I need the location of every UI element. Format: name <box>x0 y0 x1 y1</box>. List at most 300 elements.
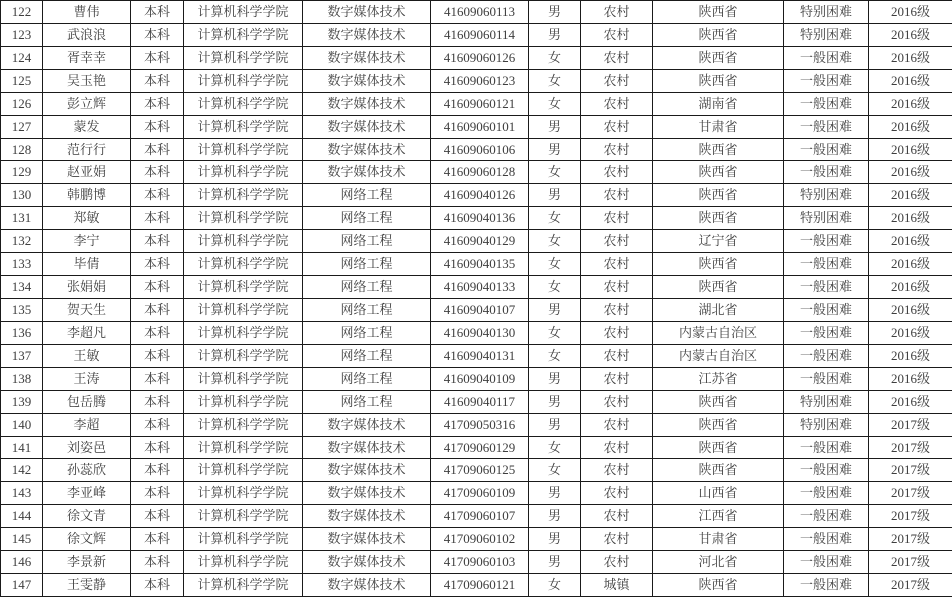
cell-college: 计算机科学学院 <box>184 505 303 528</box>
cell-difficulty-level: 一般困难 <box>784 321 869 344</box>
table-row <box>1 390 952 413</box>
cell-major: 网络工程 <box>303 230 431 253</box>
cell-education-level: 本科 <box>131 1 184 24</box>
cell-row-number: 144 <box>1 505 43 528</box>
cell-province: 陕西省 <box>653 459 784 482</box>
cell-difficulty-level: 特别困难 <box>784 207 869 230</box>
cell-major: 网络工程 <box>303 253 431 276</box>
cell-student-name: 贺天生 <box>43 298 131 321</box>
cell-college: 计算机科学学院 <box>184 1 303 24</box>
cell-grade: 2017级 <box>869 459 952 482</box>
cell-major: 数字媒体技术 <box>303 413 431 436</box>
cell-grade: 2017级 <box>869 505 952 528</box>
table-row <box>1 436 952 459</box>
cell-grade: 2016级 <box>869 92 952 115</box>
cell-row-number: 128 <box>1 138 43 161</box>
cell-student-name: 范行行 <box>43 138 131 161</box>
cell-college: 计算机科学学院 <box>184 23 303 46</box>
cell-grade: 2016级 <box>869 253 952 276</box>
cell-grade: 2016级 <box>869 207 952 230</box>
cell-province: 陕西省 <box>653 207 784 230</box>
cell-college: 计算机科学学院 <box>184 230 303 253</box>
cell-student-name: 胥幸幸 <box>43 46 131 69</box>
cell-difficulty-level: 一般困难 <box>784 528 869 551</box>
cell-student-id: 41609040136 <box>431 207 529 230</box>
cell-gender: 男 <box>529 390 581 413</box>
cell-college: 计算机科学学院 <box>184 161 303 184</box>
cell-province: 陕西省 <box>653 161 784 184</box>
cell-grade: 2016级 <box>869 390 952 413</box>
table-row <box>1 207 952 230</box>
cell-college: 计算机科学学院 <box>184 298 303 321</box>
cell-row-number: 132 <box>1 230 43 253</box>
cell-education-level: 本科 <box>131 413 184 436</box>
cell-college: 计算机科学学院 <box>184 459 303 482</box>
cell-residence-type: 农村 <box>581 298 653 321</box>
cell-student-id: 41609040117 <box>431 390 529 413</box>
cell-education-level: 本科 <box>131 92 184 115</box>
cell-grade: 2016级 <box>869 69 952 92</box>
cell-college: 计算机科学学院 <box>184 344 303 367</box>
cell-gender: 女 <box>529 321 581 344</box>
cell-education-level: 本科 <box>131 115 184 138</box>
cell-difficulty-level: 一般困难 <box>784 276 869 299</box>
cell-province: 内蒙古自治区 <box>653 344 784 367</box>
cell-province: 江苏省 <box>653 367 784 390</box>
cell-residence-type: 农村 <box>581 92 653 115</box>
cell-major: 数字媒体技术 <box>303 161 431 184</box>
cell-residence-type: 农村 <box>581 207 653 230</box>
cell-residence-type: 农村 <box>581 46 653 69</box>
cell-student-name: 张娟娟 <box>43 276 131 299</box>
cell-row-number: 143 <box>1 482 43 505</box>
cell-difficulty-level: 一般困难 <box>784 69 869 92</box>
cell-student-name: 毕倩 <box>43 253 131 276</box>
cell-grade: 2016级 <box>869 298 952 321</box>
cell-student-name: 李亚峰 <box>43 482 131 505</box>
cell-province: 陕西省 <box>653 1 784 24</box>
cell-residence-type: 农村 <box>581 184 653 207</box>
cell-row-number: 146 <box>1 551 43 574</box>
cell-grade: 2016级 <box>869 344 952 367</box>
cell-grade: 2016级 <box>869 321 952 344</box>
cell-province: 陕西省 <box>653 46 784 69</box>
cell-difficulty-level: 一般困难 <box>784 574 869 597</box>
cell-education-level: 本科 <box>131 184 184 207</box>
cell-residence-type: 农村 <box>581 1 653 24</box>
cell-education-level: 本科 <box>131 230 184 253</box>
cell-row-number: 127 <box>1 115 43 138</box>
cell-difficulty-level: 一般困难 <box>784 298 869 321</box>
cell-grade: 2016级 <box>869 367 952 390</box>
cell-province: 陕西省 <box>653 23 784 46</box>
cell-student-id: 41709060103 <box>431 551 529 574</box>
cell-student-id: 41609040133 <box>431 276 529 299</box>
cell-province: 陕西省 <box>653 413 784 436</box>
cell-residence-type: 农村 <box>581 138 653 161</box>
cell-gender: 女 <box>529 92 581 115</box>
cell-major: 网络工程 <box>303 367 431 390</box>
table-row <box>1 482 952 505</box>
cell-student-name: 韩鹏博 <box>43 184 131 207</box>
cell-gender: 女 <box>529 436 581 459</box>
cell-student-id: 41609060123 <box>431 69 529 92</box>
cell-difficulty-level: 特别困难 <box>784 390 869 413</box>
cell-residence-type: 农村 <box>581 115 653 138</box>
cell-student-name: 孙蕊欣 <box>43 459 131 482</box>
cell-grade: 2016级 <box>869 276 952 299</box>
table-row <box>1 230 952 253</box>
cell-province: 陕西省 <box>653 276 784 299</box>
table-row <box>1 184 952 207</box>
cell-grade: 2016级 <box>869 46 952 69</box>
cell-difficulty-level: 一般困难 <box>784 551 869 574</box>
cell-residence-type: 农村 <box>581 505 653 528</box>
cell-gender: 女 <box>529 276 581 299</box>
table-row <box>1 298 952 321</box>
cell-grade: 2016级 <box>869 1 952 24</box>
cell-major: 数字媒体技术 <box>303 69 431 92</box>
cell-row-number: 137 <box>1 344 43 367</box>
cell-province: 河北省 <box>653 551 784 574</box>
cell-education-level: 本科 <box>131 528 184 551</box>
cell-province: 江西省 <box>653 505 784 528</box>
cell-college: 计算机科学学院 <box>184 574 303 597</box>
cell-student-id: 41709060121 <box>431 574 529 597</box>
cell-difficulty-level: 一般困难 <box>784 92 869 115</box>
table-row <box>1 344 952 367</box>
cell-gender: 男 <box>529 551 581 574</box>
cell-student-id: 41609040130 <box>431 321 529 344</box>
cell-difficulty-level: 一般困难 <box>784 344 869 367</box>
cell-difficulty-level: 特别困难 <box>784 413 869 436</box>
cell-residence-type: 农村 <box>581 413 653 436</box>
table-row <box>1 1 952 24</box>
cell-education-level: 本科 <box>131 298 184 321</box>
table-row <box>1 276 952 299</box>
cell-gender: 男 <box>529 413 581 436</box>
cell-difficulty-level: 一般困难 <box>784 138 869 161</box>
table-row <box>1 321 952 344</box>
table-row <box>1 574 952 597</box>
table-row <box>1 69 952 92</box>
cell-student-id: 41609060106 <box>431 138 529 161</box>
cell-student-id: 41609060113 <box>431 1 529 24</box>
cell-college: 计算机科学学院 <box>184 92 303 115</box>
cell-province: 甘肃省 <box>653 528 784 551</box>
cell-residence-type: 农村 <box>581 321 653 344</box>
cell-row-number: 136 <box>1 321 43 344</box>
cell-college: 计算机科学学院 <box>184 184 303 207</box>
cell-province: 陕西省 <box>653 184 784 207</box>
cell-student-id: 41709060109 <box>431 482 529 505</box>
cell-row-number: 140 <box>1 413 43 436</box>
cell-major: 网络工程 <box>303 344 431 367</box>
cell-major: 数字媒体技术 <box>303 1 431 24</box>
cell-residence-type: 农村 <box>581 276 653 299</box>
cell-province: 内蒙古自治区 <box>653 321 784 344</box>
cell-college: 计算机科学学院 <box>184 390 303 413</box>
cell-major: 数字媒体技术 <box>303 115 431 138</box>
table-row <box>1 138 952 161</box>
cell-major: 网络工程 <box>303 184 431 207</box>
cell-student-id: 41709060107 <box>431 505 529 528</box>
cell-row-number: 135 <box>1 298 43 321</box>
table-row <box>1 551 952 574</box>
cell-residence-type: 农村 <box>581 459 653 482</box>
cell-gender: 男 <box>529 528 581 551</box>
cell-major: 网络工程 <box>303 276 431 299</box>
cell-province: 陕西省 <box>653 390 784 413</box>
cell-student-name: 吴玉艳 <box>43 69 131 92</box>
cell-major: 网络工程 <box>303 390 431 413</box>
cell-difficulty-level: 特别困难 <box>784 1 869 24</box>
cell-grade: 2016级 <box>869 230 952 253</box>
table-row <box>1 161 952 184</box>
table-row <box>1 46 952 69</box>
cell-grade: 2017级 <box>869 436 952 459</box>
cell-education-level: 本科 <box>131 459 184 482</box>
cell-difficulty-level: 一般困难 <box>784 367 869 390</box>
cell-student-name: 武浪浪 <box>43 23 131 46</box>
cell-grade: 2017级 <box>869 482 952 505</box>
cell-grade: 2016级 <box>869 115 952 138</box>
cell-gender: 男 <box>529 138 581 161</box>
cell-gender: 男 <box>529 298 581 321</box>
cell-row-number: 142 <box>1 459 43 482</box>
cell-education-level: 本科 <box>131 46 184 69</box>
table-row <box>1 367 952 390</box>
cell-major: 数字媒体技术 <box>303 551 431 574</box>
cell-major: 数字媒体技术 <box>303 436 431 459</box>
cell-row-number: 145 <box>1 528 43 551</box>
cell-major: 数字媒体技术 <box>303 528 431 551</box>
cell-college: 计算机科学学院 <box>184 69 303 92</box>
cell-college: 计算机科学学院 <box>184 482 303 505</box>
cell-education-level: 本科 <box>131 574 184 597</box>
cell-gender: 女 <box>529 207 581 230</box>
cell-college: 计算机科学学院 <box>184 528 303 551</box>
cell-province: 山西省 <box>653 482 784 505</box>
cell-college: 计算机科学学院 <box>184 207 303 230</box>
cell-education-level: 本科 <box>131 390 184 413</box>
cell-student-id: 41609060114 <box>431 23 529 46</box>
table-row <box>1 413 952 436</box>
cell-college: 计算机科学学院 <box>184 367 303 390</box>
cell-student-id: 41609040109 <box>431 367 529 390</box>
cell-row-number: 134 <box>1 276 43 299</box>
cell-row-number: 122 <box>1 1 43 24</box>
cell-student-id: 41609040129 <box>431 230 529 253</box>
cell-gender: 男 <box>529 482 581 505</box>
cell-major: 网络工程 <box>303 321 431 344</box>
cell-grade: 2017级 <box>869 413 952 436</box>
cell-student-name: 李超 <box>43 413 131 436</box>
table-row <box>1 505 952 528</box>
cell-gender: 女 <box>529 230 581 253</box>
cell-difficulty-level: 一般困难 <box>784 436 869 459</box>
cell-education-level: 本科 <box>131 138 184 161</box>
cell-row-number: 139 <box>1 390 43 413</box>
cell-province: 甘肃省 <box>653 115 784 138</box>
cell-student-name: 李景新 <box>43 551 131 574</box>
cell-province: 湖南省 <box>653 92 784 115</box>
cell-student-name: 王雯静 <box>43 574 131 597</box>
cell-residence-type: 农村 <box>581 390 653 413</box>
cell-major: 数字媒体技术 <box>303 46 431 69</box>
cell-student-name: 郑敏 <box>43 207 131 230</box>
cell-residence-type: 农村 <box>581 161 653 184</box>
cell-student-name: 王涛 <box>43 367 131 390</box>
cell-student-name: 赵亚娟 <box>43 161 131 184</box>
cell-province: 陕西省 <box>653 574 784 597</box>
cell-student-id: 41609060101 <box>431 115 529 138</box>
cell-row-number: 133 <box>1 253 43 276</box>
cell-residence-type: 农村 <box>581 344 653 367</box>
cell-residence-type: 农村 <box>581 23 653 46</box>
cell-difficulty-level: 一般困难 <box>784 253 869 276</box>
cell-student-id: 41709060125 <box>431 459 529 482</box>
cell-college: 计算机科学学院 <box>184 253 303 276</box>
cell-row-number: 123 <box>1 23 43 46</box>
cell-major: 数字媒体技术 <box>303 482 431 505</box>
cell-education-level: 本科 <box>131 367 184 390</box>
cell-residence-type: 农村 <box>581 253 653 276</box>
cell-row-number: 141 <box>1 436 43 459</box>
cell-province: 陕西省 <box>653 253 784 276</box>
cell-student-id: 41609060126 <box>431 46 529 69</box>
cell-residence-type: 农村 <box>581 482 653 505</box>
cell-residence-type: 农村 <box>581 230 653 253</box>
cell-student-id: 41609040107 <box>431 298 529 321</box>
cell-major: 数字媒体技术 <box>303 505 431 528</box>
cell-row-number: 130 <box>1 184 43 207</box>
cell-student-id: 41709060129 <box>431 436 529 459</box>
cell-province: 陕西省 <box>653 69 784 92</box>
cell-row-number: 131 <box>1 207 43 230</box>
cell-education-level: 本科 <box>131 253 184 276</box>
cell-student-name: 王敏 <box>43 344 131 367</box>
cell-gender: 男 <box>529 367 581 390</box>
cell-college: 计算机科学学院 <box>184 413 303 436</box>
cell-row-number: 129 <box>1 161 43 184</box>
cell-education-level: 本科 <box>131 482 184 505</box>
cell-student-id: 41609060128 <box>431 161 529 184</box>
cell-province: 陕西省 <box>653 138 784 161</box>
cell-college: 计算机科学学院 <box>184 115 303 138</box>
cell-gender: 女 <box>529 161 581 184</box>
cell-row-number: 126 <box>1 92 43 115</box>
table-row <box>1 459 952 482</box>
cell-residence-type: 农村 <box>581 367 653 390</box>
cell-grade: 2016级 <box>869 23 952 46</box>
cell-difficulty-level: 特别困难 <box>784 184 869 207</box>
cell-difficulty-level: 一般困难 <box>784 161 869 184</box>
cell-difficulty-level: 一般困难 <box>784 230 869 253</box>
cell-college: 计算机科学学院 <box>184 551 303 574</box>
cell-major: 数字媒体技术 <box>303 459 431 482</box>
cell-student-id: 41609040126 <box>431 184 529 207</box>
cell-gender: 男 <box>529 505 581 528</box>
cell-college: 计算机科学学院 <box>184 276 303 299</box>
student-table-body <box>1 1 952 597</box>
cell-college: 计算机科学学院 <box>184 436 303 459</box>
cell-student-id: 41709050316 <box>431 413 529 436</box>
cell-student-name: 包岳腾 <box>43 390 131 413</box>
table-row <box>1 23 952 46</box>
cell-gender: 男 <box>529 184 581 207</box>
cell-major: 数字媒体技术 <box>303 574 431 597</box>
cell-education-level: 本科 <box>131 436 184 459</box>
cell-major: 数字媒体技术 <box>303 138 431 161</box>
cell-education-level: 本科 <box>131 69 184 92</box>
cell-province: 陕西省 <box>653 436 784 459</box>
cell-education-level: 本科 <box>131 505 184 528</box>
cell-gender: 女 <box>529 69 581 92</box>
cell-province: 湖北省 <box>653 298 784 321</box>
cell-education-level: 本科 <box>131 161 184 184</box>
cell-residence-type: 城镇 <box>581 574 653 597</box>
cell-student-id: 41709060102 <box>431 528 529 551</box>
cell-gender: 女 <box>529 46 581 69</box>
cell-grade: 2017级 <box>869 574 952 597</box>
cell-row-number: 147 <box>1 574 43 597</box>
cell-college: 计算机科学学院 <box>184 321 303 344</box>
cell-student-name: 刘姿邑 <box>43 436 131 459</box>
cell-student-id: 41609040135 <box>431 253 529 276</box>
cell-education-level: 本科 <box>131 207 184 230</box>
cell-difficulty-level: 一般困难 <box>784 505 869 528</box>
cell-grade: 2016级 <box>869 138 952 161</box>
cell-gender: 男 <box>529 115 581 138</box>
cell-difficulty-level: 一般困难 <box>784 482 869 505</box>
table-row <box>1 528 952 551</box>
cell-province: 辽宁省 <box>653 230 784 253</box>
cell-student-id: 41609060121 <box>431 92 529 115</box>
cell-major: 数字媒体技术 <box>303 23 431 46</box>
cell-college: 计算机科学学院 <box>184 46 303 69</box>
cell-gender: 女 <box>529 459 581 482</box>
cell-gender: 女 <box>529 574 581 597</box>
cell-difficulty-level: 一般困难 <box>784 46 869 69</box>
table-row <box>1 115 952 138</box>
table-row <box>1 92 952 115</box>
cell-residence-type: 农村 <box>581 436 653 459</box>
cell-grade: 2016级 <box>869 184 952 207</box>
cell-student-name: 彭立辉 <box>43 92 131 115</box>
cell-row-number: 125 <box>1 69 43 92</box>
cell-student-id: 41609040131 <box>431 344 529 367</box>
cell-grade: 2017级 <box>869 528 952 551</box>
cell-education-level: 本科 <box>131 551 184 574</box>
cell-difficulty-level: 一般困难 <box>784 115 869 138</box>
cell-student-name: 徐文辉 <box>43 528 131 551</box>
table-row <box>1 253 952 276</box>
cell-education-level: 本科 <box>131 23 184 46</box>
cell-education-level: 本科 <box>131 344 184 367</box>
cell-grade: 2017级 <box>869 551 952 574</box>
cell-major: 网络工程 <box>303 207 431 230</box>
cell-student-name: 李超凡 <box>43 321 131 344</box>
cell-row-number: 138 <box>1 367 43 390</box>
cell-education-level: 本科 <box>131 321 184 344</box>
cell-difficulty-level: 一般困难 <box>784 459 869 482</box>
cell-student-name: 李宁 <box>43 230 131 253</box>
cell-education-level: 本科 <box>131 276 184 299</box>
cell-grade: 2016级 <box>869 161 952 184</box>
cell-gender: 男 <box>529 1 581 24</box>
cell-student-name: 曹伟 <box>43 1 131 24</box>
